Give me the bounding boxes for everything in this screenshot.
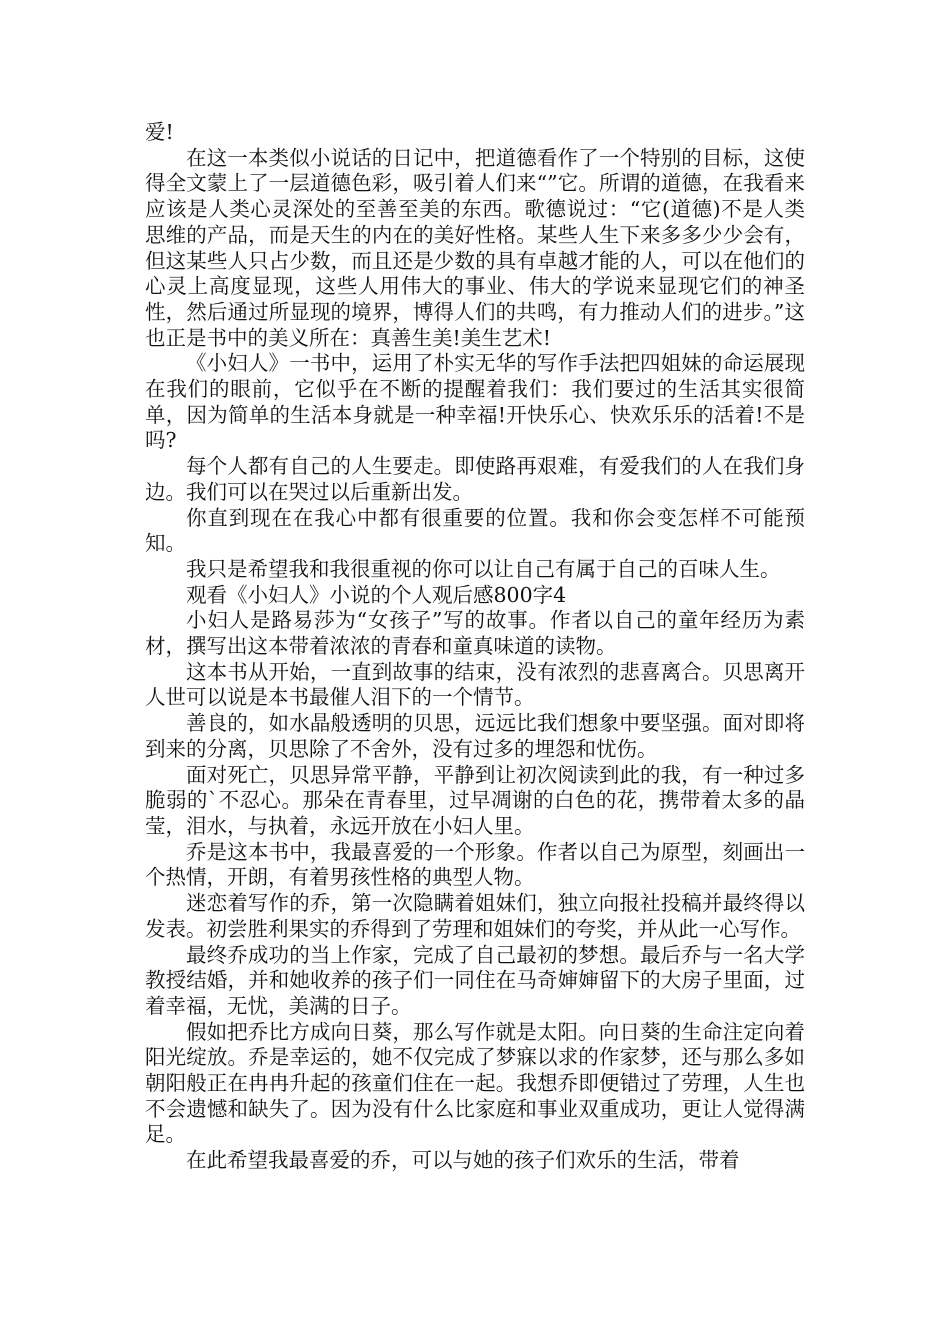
paragraph-beth-kind: 善良的，如水晶般透明的贝思，远远比我们想象中要坚强。面对即将到来的分离，贝思除了不舍外，没有过多的埋怨和忧伤。 bbox=[145, 711, 805, 761]
paragraph-important-place: 你直到现在在我心中都有很重要的位置。我和你会变怎样不可能预知。 bbox=[145, 505, 805, 556]
paragraph-closing-fragment: 爱! bbox=[145, 120, 174, 144]
paragraph-hope: 我只是希望我和我很重视的你可以让自己有属于自己的百味人生。 bbox=[186, 556, 781, 581]
paragraph-beth-death: 面对死亡，贝思异常平静，平静到让初次阅读到此的我，有一种过多脆弱的`不忍心。那朵在青春里，过早凋谢的白色的花，携带着太多的晶莹，泪水，与执着，永远开放在小妇人里。 bbox=[145, 762, 805, 838]
paragraph-story-intro: 小妇人是路易莎为“女孩子”写的故事。作者以自己的童年经历为素材，撰写出这本带着浓浓的青春和童真味道的读物。 bbox=[145, 608, 805, 659]
paragraph-jo-favorite: 乔是这本书中，我最喜爱的一个形象。作者以自己为原型，刻画出一个热情，开朗，有着男孩性格的典型人物。 bbox=[145, 839, 805, 890]
paragraph-final-wish: 在此希望我最喜爱的乔，可以与她的孩子们欢乐的生活，带着 bbox=[186, 1148, 740, 1173]
paragraph-life-path: 每个人都有自己的人生要走。即使路再艰难，有爱我们的人在我们身边。我们可以在哭过以后重新出发。 bbox=[145, 454, 805, 504]
paragraph-jo-writing: 迷恋着写作的乔，第一次隐瞒着姐妹们，独立向报社投稿并最终得以发表。初尝胜利果实的乔得到了劳理和姐妹们的夸奖，并从此一心写作。 bbox=[145, 891, 805, 941]
paragraph-sunflower: 假如把乔比方成向日葵，那么写作就是太阳。向日葵的生命注定向着阳光绽放。乔是幸运的，她不仅完成了梦寐以求的作家梦，还与那么多如朝阳般正在冉冉升起的孩童们住在一起。我想乔即便错过了劳理，人生也不会遗憾和缺失了。因为没有什么比家庭和事业双重成功，更让人觉得满足。 bbox=[145, 1019, 805, 1147]
paragraph-four-sisters: 《小妇人》一书中，运用了朴实无华的写作手法把四姐妹的命运展现在我们的眼前，它似乎在不断的提醒着我们：我们要过的生活其实很简单，因为简单的生活本身就是一种幸福!开快乐心、快欢乐乐的活着!不是吗? bbox=[145, 351, 805, 453]
document-page bbox=[145, 120, 805, 1174]
section-heading: 观看《小妇人》小说的个人观后感800字4 bbox=[186, 582, 567, 607]
paragraph-jo-success: 最终乔成功的当上作家，完成了自己最初的梦想。最后乔与一名大学教授结婚，并和她收养的孩子们一同住在马奇婶婶留下的大房子里面，过着幸福，无忧，美满的日子。 bbox=[145, 942, 805, 1018]
paragraph-beth-leaving: 这本书从开始，一直到故事的结束，没有浓烈的悲喜离合。贝思离开人世可以说是本书最催人泪下的一个情节。 bbox=[145, 659, 805, 710]
paragraph-morality: 在这一本类似小说话的日记中，把道德看作了一个特别的目标，这使得全文蒙上了一层道德色彩，吸引着人们来“”它。所谓的道德，在我看来应该是人类心灵深处的至善至美的东西。歌德说过：“它(道德)不是人类思维的产品，而是天生的内在的美好性格。某些人生下来多多少少会有，但这某些人只占少数，而且还是少数的具有卓越才能的人，可以在他们的心灵上高度显现，这些人用伟大的事业、伟大的学说来显现它们的神圣性，然后通过所显现的境界，博得人们的共鸣，有力推动人们的进步。”这也正是书中的美义所在：真善生美!美生艺术! bbox=[145, 145, 805, 350]
